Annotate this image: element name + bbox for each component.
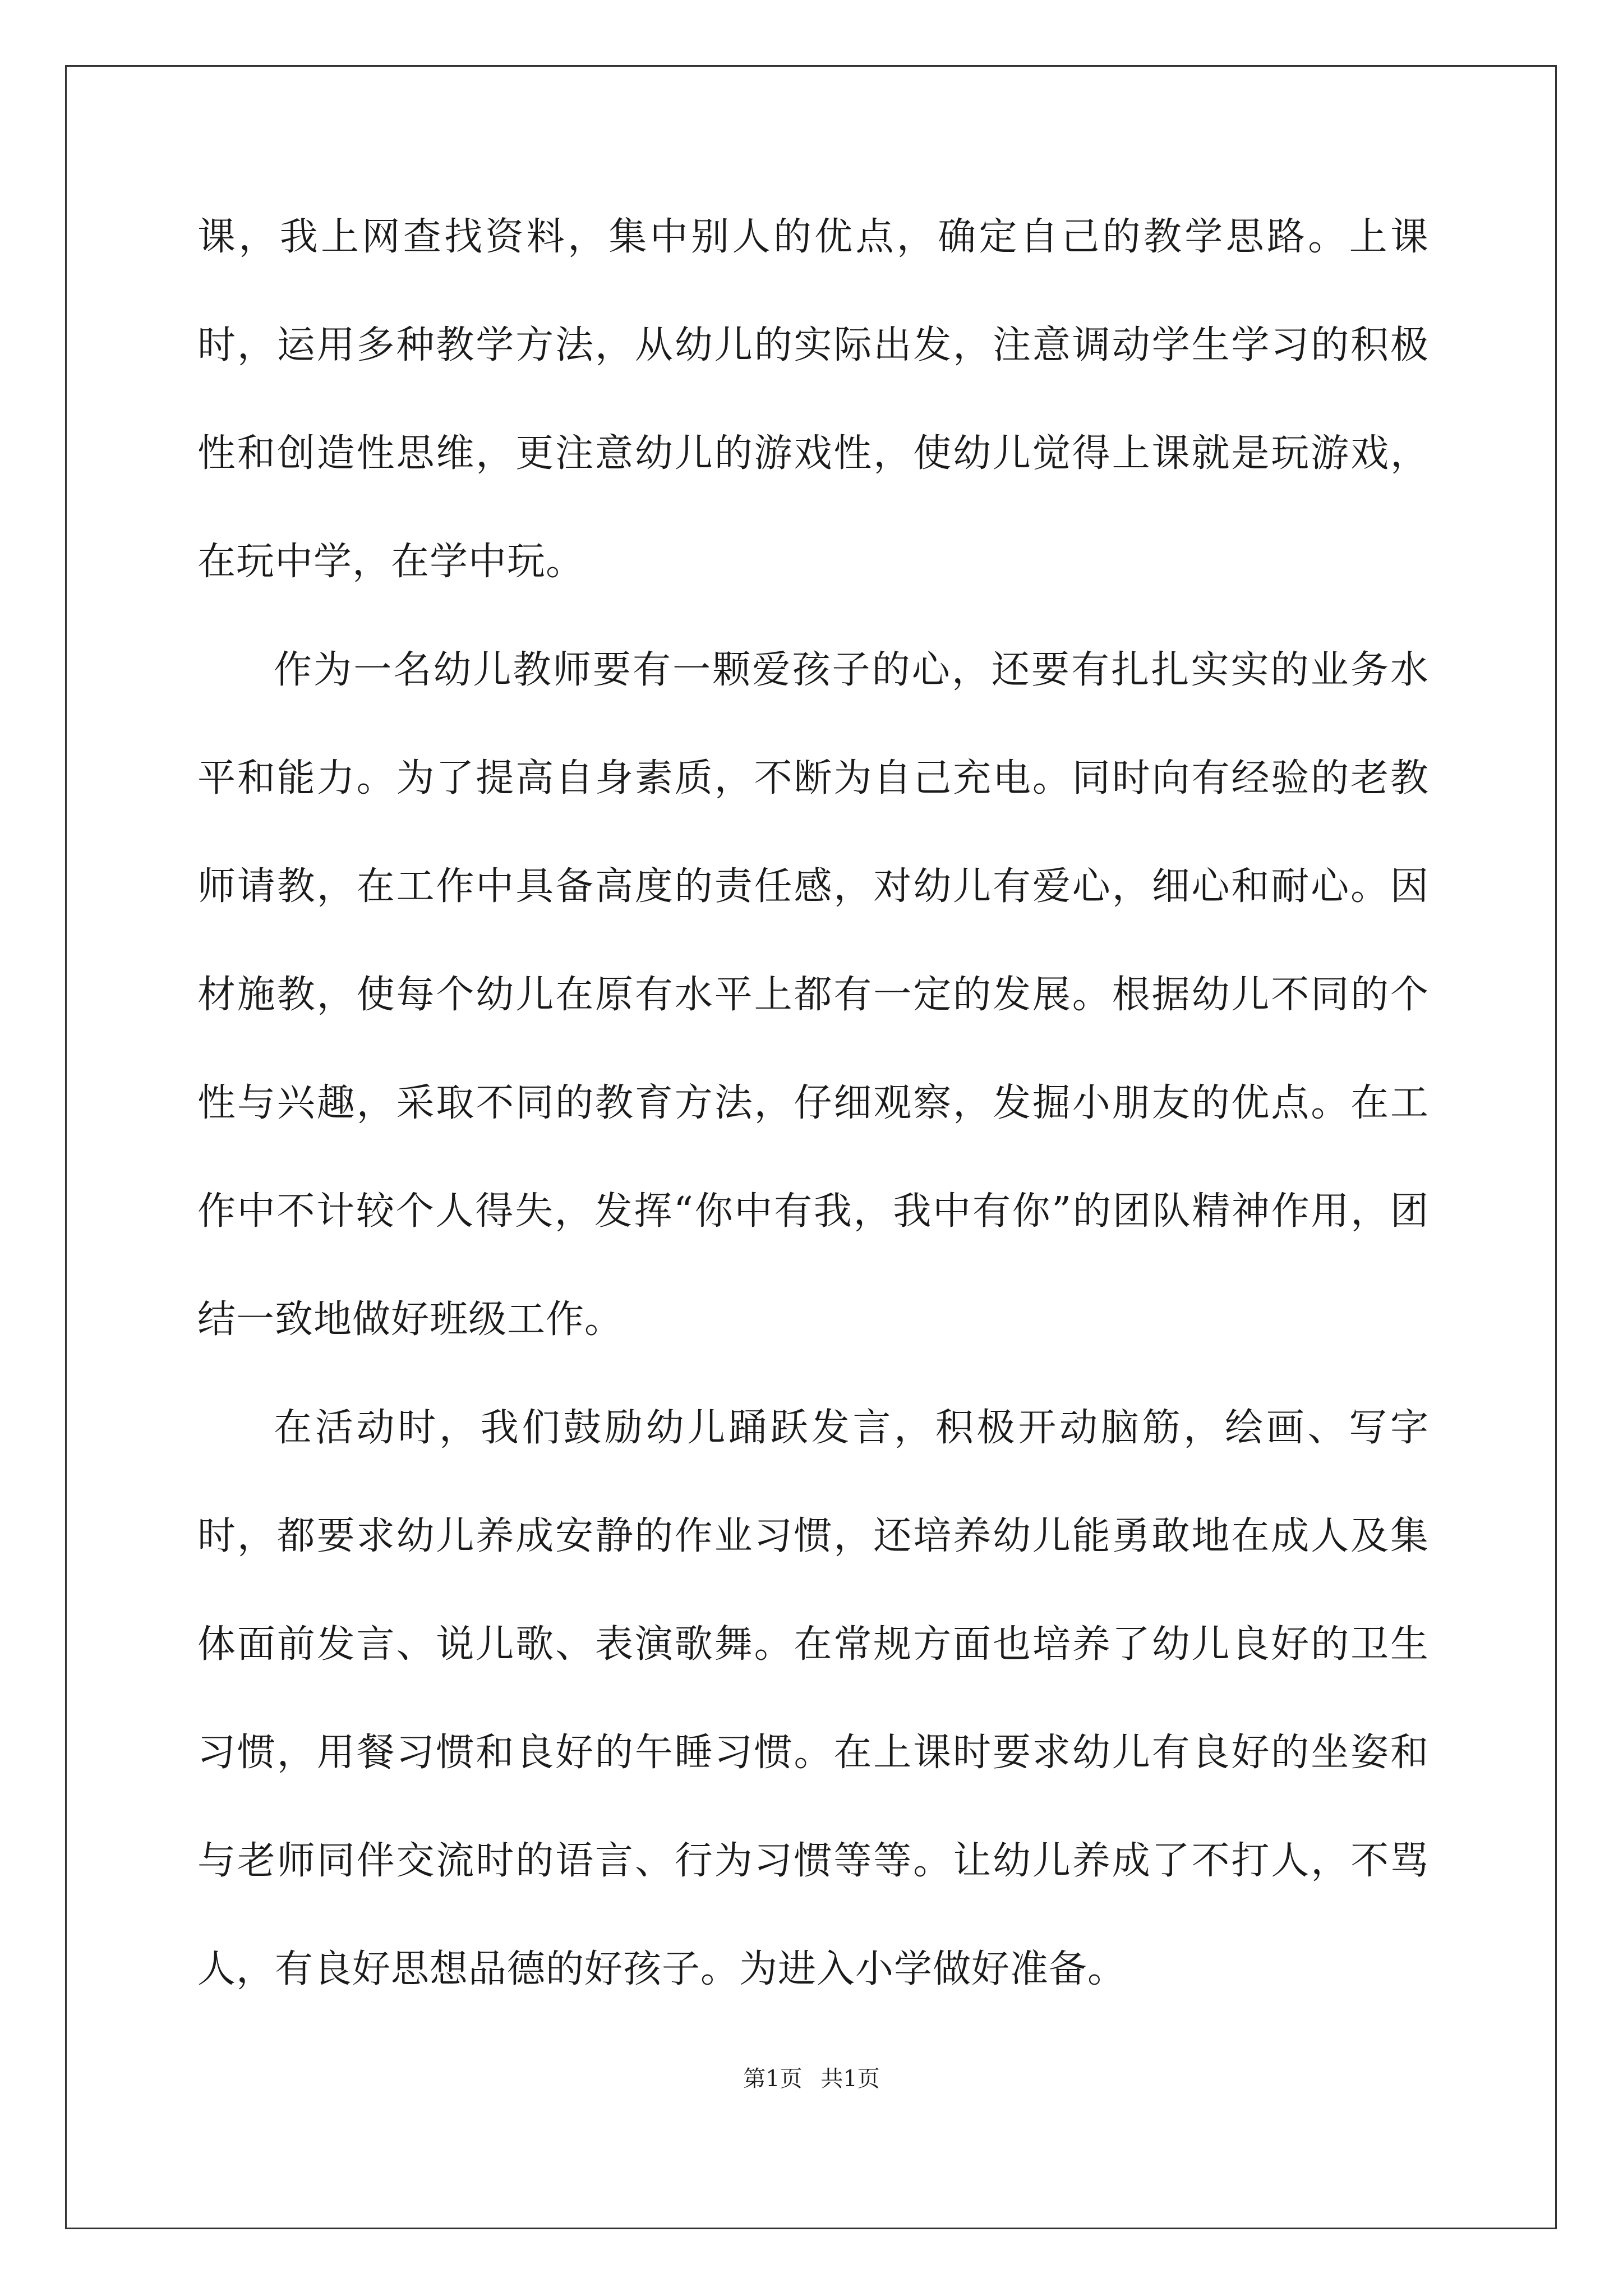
page-number: 第1页	[743, 2066, 803, 2092]
paragraph: 在活动时，我们鼓励幼儿踊跃发言，积极开动脑筋，绘画、写字时，都要求幼儿养成安静的作业习惯，还培养幼儿能勇敢地在成人及集体面前发言、说儿歌、表演歌舞。在常规方面也培养了幼儿良好的卫生习惯，用餐习惯和良好的午睡习惯。在上课时要求幼儿有良好的坐姿和与老师同伴交流时的语言、行为习惯等等。让幼儿养成了不打人，不骂人，有良好思想品德的好孩子。为进入小学做好准备。	[197, 1406, 1429, 1991]
paragraph: 作为一名幼儿教师要有一颗爱孩子的心，还要有扎扎实实的业务水平和能力。为了提高自身素质，不断为自己充电。同时向有经验的老教师请教，在工作中具备高度的责任感，对幼儿有爱心，细心和耐心。因材施教，使每个幼儿在原有水平上都有一定的发展。根据幼儿不同的个性与兴趣，采取不同的教育方法，仔细观察，发掘小朋友的优点。在工作中不计较个人得失，发挥“你中有我，我中有你”的团队精神作用，团结一致地做好班级工作。	[197, 648, 1429, 1342]
page-footer	[0, 2061, 1623, 2093]
body-text	[197, 183, 1429, 2023]
page-total: 共1页	[820, 2066, 880, 2092]
paragraph-continued: 课，我上网查找资料，集中别人的优点，确定自己的教学思路。上课时，运用多种教学方法，从幼儿的实际出发，注意调动学生学习的积极性和创造性思维，更注意幼儿的游戏性，使幼儿觉得上课就是玩游戏，在玩中学，在学中玩。	[197, 215, 1429, 584]
